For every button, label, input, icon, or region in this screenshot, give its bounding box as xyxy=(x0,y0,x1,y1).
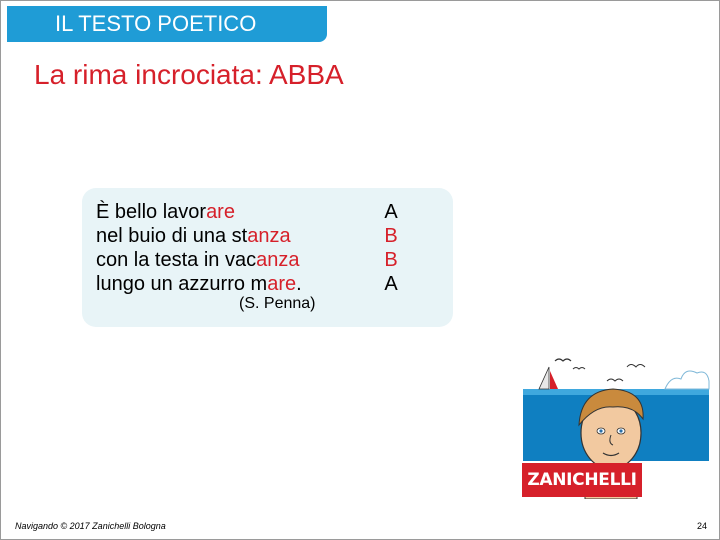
scheme-letter: B xyxy=(384,225,398,247)
scheme-letter: B xyxy=(384,249,398,271)
verse-text: lungo un azzurro m xyxy=(96,273,268,295)
footer-credit: Navigando © 2017 Zanichelli Bologna xyxy=(15,521,166,531)
scheme-letter: A xyxy=(384,201,398,223)
rhyme-ending: anza xyxy=(247,225,291,247)
rhyme-scheme xyxy=(381,200,401,296)
verse-tail: . xyxy=(296,273,302,295)
rhyme-ending: anza xyxy=(256,249,300,271)
zanichelli-logo: ZANICHELLI xyxy=(522,463,642,497)
verse-text: con la testa in vac xyxy=(96,249,257,271)
verse-text: nel buio di una st xyxy=(96,225,248,247)
slide-title: La rima incrociata: ABBA xyxy=(34,59,344,90)
page-number: 24 xyxy=(696,521,707,531)
poem-verses xyxy=(96,200,302,296)
scheme-letter: A xyxy=(384,273,398,295)
verse-4 xyxy=(96,272,302,296)
verse-3 xyxy=(96,248,302,272)
section-title: IL TESTO POETICO xyxy=(55,11,257,36)
section-tab xyxy=(7,6,327,42)
rhyme-ending: are xyxy=(267,273,297,295)
verse-text: È bello lavor xyxy=(96,201,207,223)
verse-1 xyxy=(96,200,302,224)
verse-2 xyxy=(96,224,302,248)
poem-author: (S. Penna) xyxy=(239,295,316,312)
rhyme-ending: are xyxy=(206,201,235,223)
